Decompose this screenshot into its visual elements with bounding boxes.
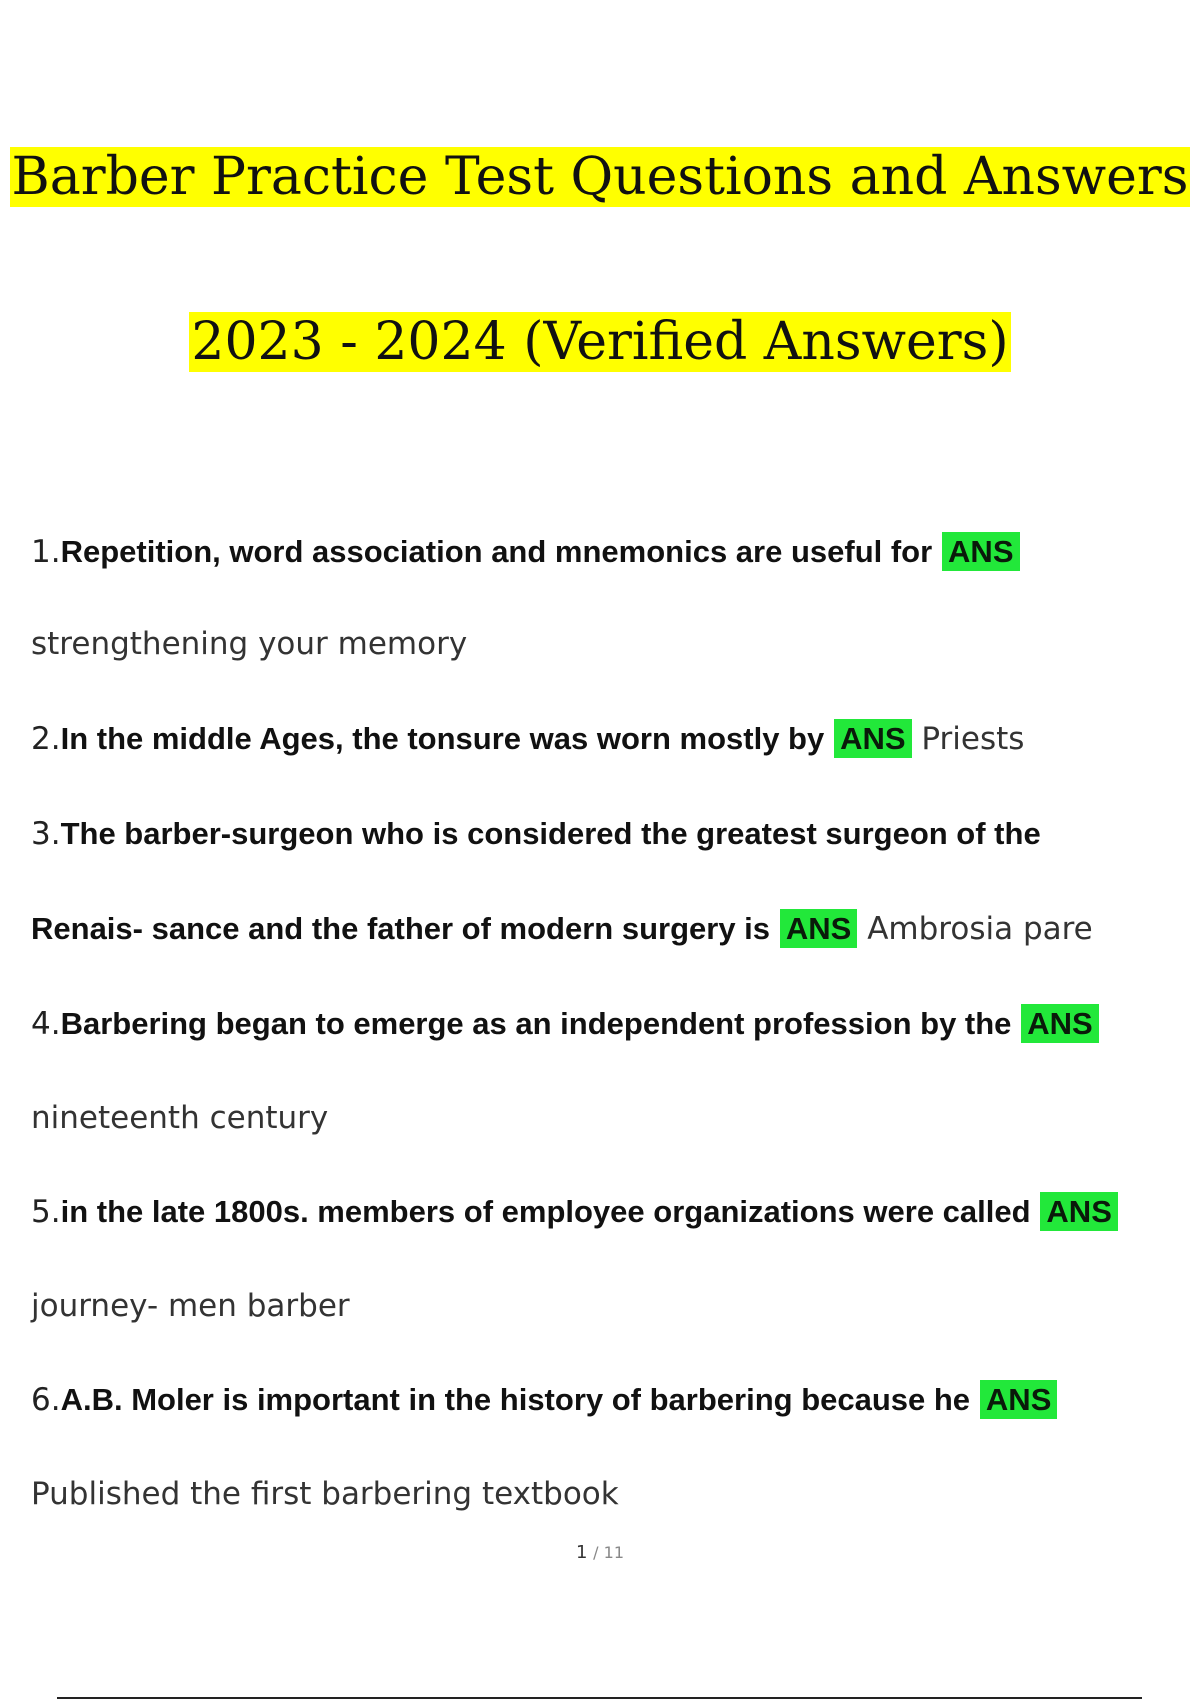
answer-text: Priests <box>921 721 1025 757</box>
question-text: Repetition, word association and mnemonics are useful for <box>60 534 933 569</box>
answer-5 <box>31 1284 350 1328</box>
question-number: 1. <box>31 534 61 570</box>
page-indicator <box>0 1542 1200 1563</box>
question-text: The barber-surgeon who is considered the greatest surgeon of the <box>60 816 1041 851</box>
question-1 <box>31 530 1020 574</box>
question-text: in the late 1800s. members of employee organizations were called <box>60 1194 1031 1229</box>
footer-divider <box>57 1697 1142 1699</box>
answer-text: strengthening your memory <box>31 626 468 662</box>
question-4 <box>31 1002 1099 1046</box>
title-highlight: Barber Practice Test Questions and Answers <box>11 147 1189 207</box>
ans-badge: ANS <box>1040 1192 1117 1231</box>
question-text: Barbering began to emerge as an independent profession by the <box>60 1006 1012 1041</box>
question-number: 5. <box>31 1194 61 1230</box>
question-number: 3. <box>31 816 61 852</box>
question-3-continued <box>31 907 1093 951</box>
answer-6 <box>31 1472 619 1516</box>
document-title-line-1 <box>0 143 1200 211</box>
answer-text: journey- men barber <box>31 1288 350 1324</box>
document-title-line-2 <box>0 308 1200 376</box>
answer-1 <box>31 622 467 666</box>
answer-text: Published the first barbering textbook <box>31 1476 619 1512</box>
ans-badge: ANS <box>1021 1004 1098 1043</box>
question-6 <box>31 1378 1057 1422</box>
title-highlight: 2023 - 2024 (Verified Answers) <box>191 312 1009 372</box>
question-3 <box>31 812 1041 856</box>
current-page: 1 <box>575 1542 588 1563</box>
total-pages: / 11 <box>593 1543 625 1562</box>
ans-badge: ANS <box>980 1380 1057 1419</box>
question-text: In the middle Ages, the tonsure was worn mostly by <box>60 721 825 756</box>
ans-badge: ANS <box>834 719 911 758</box>
ans-badge: ANS <box>780 909 857 948</box>
answer-text: Ambrosia pare <box>867 911 1093 947</box>
question-5 <box>31 1190 1118 1234</box>
question-text: A.B. Moler is important in the history of barbering because he <box>60 1382 971 1417</box>
answer-text: nineteenth century <box>31 1100 329 1136</box>
ans-badge: ANS <box>942 532 1019 571</box>
question-number: 2. <box>31 721 61 757</box>
question-number: 4. <box>31 1006 61 1042</box>
answer-4 <box>31 1096 328 1140</box>
question-number: 6. <box>31 1382 61 1418</box>
question-text: Renais- sance and the father of modern surgery is <box>31 911 771 946</box>
question-2 <box>31 717 1024 761</box>
